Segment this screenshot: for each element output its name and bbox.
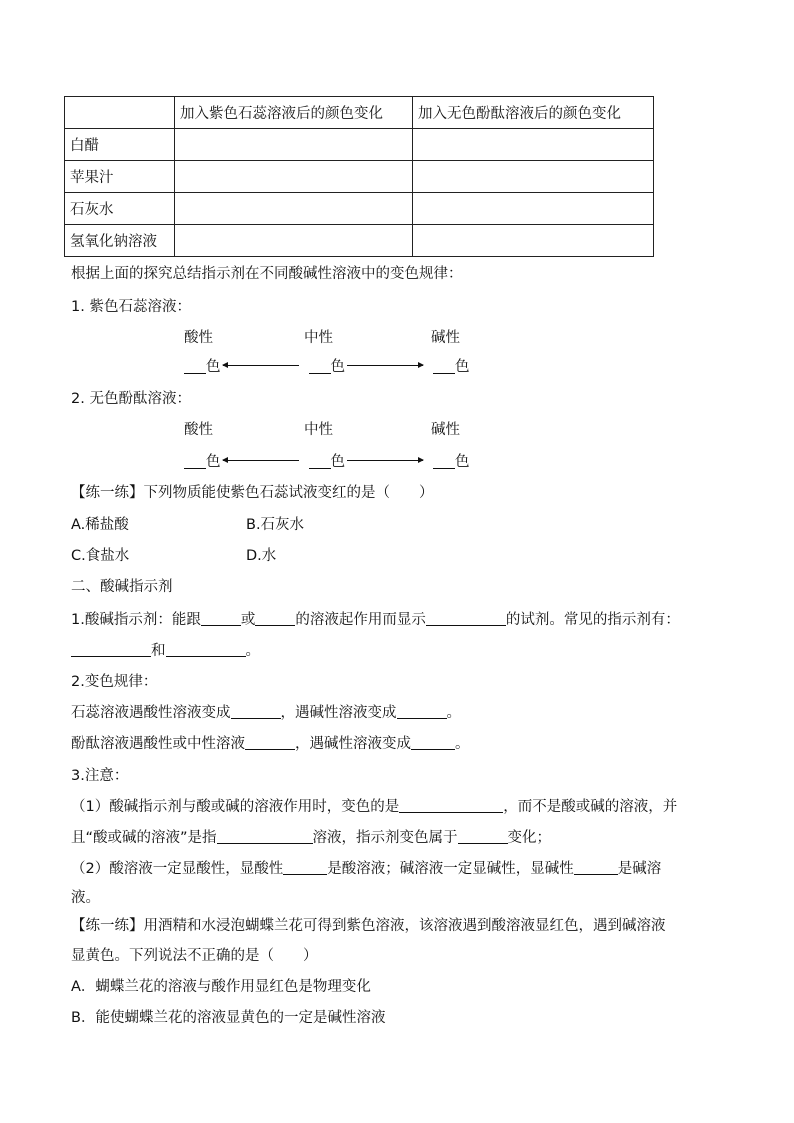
table-header-row — [65, 97, 654, 129]
litmus-neutral-label: 中性 — [304, 330, 333, 346]
blank-field[interactable] — [399, 796, 503, 813]
table-header-cell — [65, 97, 175, 129]
rule-text: 。 — [455, 736, 470, 752]
note-text: 是酸溶液；碱溶液一定显碱性，显碱性 — [327, 861, 574, 877]
litmus-color-scale — [184, 355, 470, 376]
practice2-question-line-2: 显黄色。下列说法不正确的是（ ） — [71, 948, 318, 964]
note-title: 3.注意： — [71, 768, 129, 784]
practice1-option-c[interactable]: C.食盐水 — [71, 548, 130, 564]
table-row — [65, 193, 654, 225]
blank-field[interactable] — [283, 858, 327, 875]
note-text: ，而不是酸或碱的溶液，并 — [503, 799, 678, 815]
blank-field[interactable] — [433, 452, 455, 469]
blank-field[interactable] — [201, 609, 241, 626]
blank-field[interactable] — [217, 827, 313, 844]
table-row — [65, 225, 654, 257]
table-cell[interactable] — [175, 193, 413, 225]
table-row — [65, 129, 654, 161]
definition-text: 的试剂。常见的指示剂有： — [505, 612, 680, 628]
table-header-cell: 加入无色酚酞溶液后的颜色变化 — [413, 97, 654, 129]
table-header-cell: 加入紫色石蕊溶液后的颜色变化 — [175, 97, 413, 129]
rule-text: ，遇碱性溶液变成 — [280, 705, 397, 721]
note-text: 且“酸或碱的溶液”是指 — [71, 830, 217, 846]
color-char: 色 — [206, 359, 221, 375]
blank-field[interactable] — [397, 702, 447, 719]
left-arrow-icon — [223, 460, 299, 461]
blank-field[interactable] — [309, 357, 331, 374]
blank-field[interactable] — [71, 640, 151, 657]
color-char: 色 — [330, 359, 345, 375]
definition-text: 的溶液起作用而显示 — [295, 612, 426, 628]
color-char: 色 — [330, 454, 345, 470]
definition-line-2 — [71, 639, 260, 660]
blank-field[interactable] — [231, 702, 281, 719]
practice2-option-b[interactable]: B．能使蝴蝶兰花的溶液显黄色的一定是碱性溶液 — [71, 1010, 386, 1026]
practice2-question-line-1: 【练一练】用酒精和水浸泡蝴蝶兰花可得到紫色溶液，该溶液遇到酸溶液显红色，遇到碱溶液 — [71, 918, 666, 934]
phenol-neutral-label: 中性 — [304, 422, 333, 438]
rule-title: 2.变色规律： — [71, 674, 158, 690]
practice1-question: 【练一练】下列物质能使紫色石蕊试液变红的是（ ） — [71, 485, 434, 501]
phenol-color-scale — [184, 450, 470, 471]
color-char: 色 — [206, 454, 221, 470]
blank-field[interactable] — [309, 452, 331, 469]
rule-text: ，遇碱性溶液变成 — [295, 736, 411, 752]
table-cell[interactable] — [175, 161, 413, 193]
rule-text: 石蕊溶液遇酸性溶液变成 — [71, 705, 231, 721]
litmus-title: 1. 紫色石蕊溶液： — [71, 299, 191, 315]
definition-text: 或 — [240, 612, 256, 628]
rule-litmus-line — [71, 701, 461, 722]
definition-line-1 — [71, 608, 680, 629]
table-cell: 石灰水 — [65, 193, 175, 225]
blank-field[interactable] — [433, 357, 455, 374]
note-text: 溶液，指示剂变色属于 — [312, 830, 458, 846]
blank-field[interactable] — [426, 609, 506, 626]
practice2-option-a[interactable]: A．蝴蝶兰花的溶液与酸作用显红色是物理变化 — [71, 979, 371, 995]
table-cell[interactable] — [413, 225, 654, 257]
color-char: 色 — [455, 454, 470, 470]
phenol-base-label: 碱性 — [431, 422, 460, 438]
litmus-base-label: 碱性 — [431, 330, 460, 346]
table-cell[interactable] — [413, 161, 654, 193]
blank-field[interactable] — [184, 357, 206, 374]
practice1-option-b[interactable]: B.石灰水 — [246, 517, 305, 533]
blank-field[interactable] — [166, 640, 246, 657]
blank-field[interactable] — [184, 452, 206, 469]
table-cell[interactable] — [413, 193, 654, 225]
litmus-acid-label: 酸性 — [184, 330, 213, 346]
definition-text: 。 — [245, 643, 260, 659]
color-char: 色 — [455, 359, 470, 375]
rule-text: 。 — [446, 705, 461, 721]
blank-field[interactable] — [574, 858, 618, 875]
right-arrow-icon — [347, 460, 423, 461]
note1-line-2 — [71, 826, 551, 847]
note2-line-2: 液。 — [71, 890, 100, 906]
note-text: 是碱溶 — [617, 861, 662, 877]
blank-field[interactable] — [458, 827, 508, 844]
blank-field[interactable] — [245, 733, 295, 750]
table-cell: 氢氧化钠溶液 — [65, 225, 175, 257]
practice1-option-a[interactable]: A.稀盐酸 — [71, 517, 129, 533]
table-cell[interactable] — [413, 129, 654, 161]
definition-text: 和 — [151, 643, 166, 659]
definition-text: 1.酸碱指示剂：能跟 — [71, 612, 201, 628]
left-arrow-icon — [223, 365, 299, 366]
summary-text: 根据上面的探究总结指示剂在不同酸碱性溶液中的变色规律： — [71, 266, 463, 282]
phenol-title: 2. 无色酚酞溶液： — [71, 391, 191, 407]
practice1-option-d[interactable]: D.水 — [246, 548, 277, 564]
note-text: 变化； — [507, 830, 552, 846]
blank-field[interactable] — [255, 609, 295, 626]
right-arrow-icon — [347, 365, 423, 366]
blank-field[interactable] — [411, 733, 455, 750]
note2-line-1 — [71, 857, 661, 878]
note-text: （2）酸溶液一定显酸性，显酸性 — [71, 861, 284, 877]
table-cell: 苹果汁 — [65, 161, 175, 193]
section2-title: 二、酸碱指示剂 — [71, 579, 173, 595]
rule-text: 酚酞溶液遇酸性或中性溶液 — [71, 736, 245, 752]
table-cell[interactable] — [175, 225, 413, 257]
table-row — [65, 161, 654, 193]
rule-phenol-line — [71, 732, 470, 753]
table-cell: 白醋 — [65, 129, 175, 161]
note-text: （1）酸碱指示剂与酸或碱的溶液作用时，变色的是 — [71, 799, 400, 815]
table-cell[interactable] — [175, 129, 413, 161]
observation-table — [64, 96, 654, 257]
note1-line-1 — [71, 795, 677, 816]
phenol-acid-label: 酸性 — [184, 422, 213, 438]
